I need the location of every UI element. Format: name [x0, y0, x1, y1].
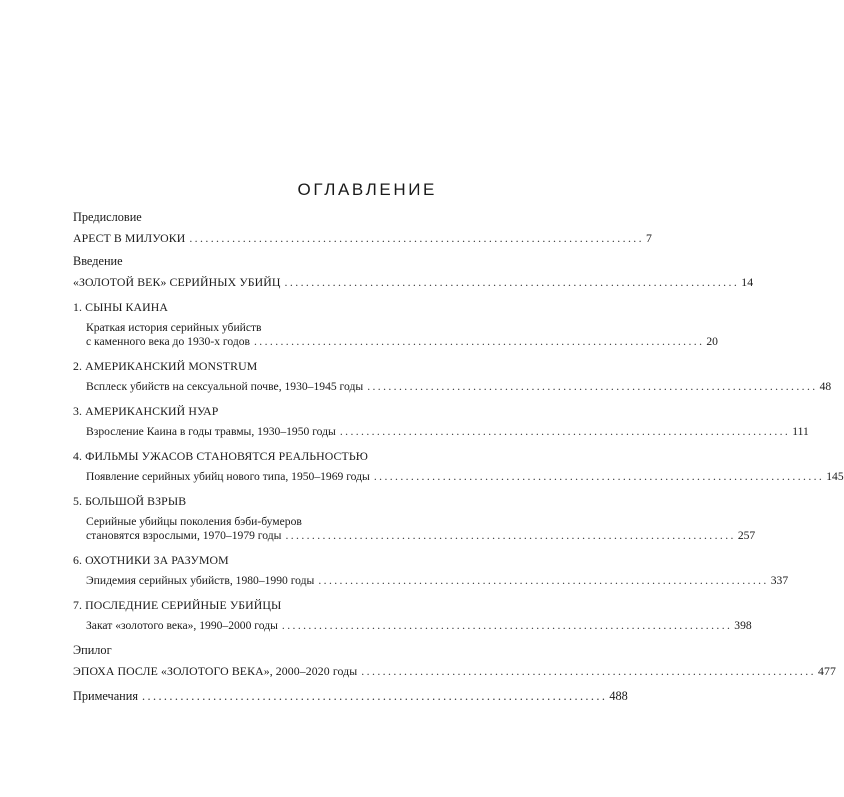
toc-subtitle: Взросление Каина в годы травмы, 1930–1950 годы	[86, 425, 336, 438]
toc-heading: 2. АМЕРИКАНСКИЙ MONSTRUM	[73, 359, 258, 373]
dot-leader: .....................................................................................	[142, 689, 608, 703]
toc-entry-chapter-6[interactable]	[73, 553, 439, 568]
dot-leader: .....................................................................................	[254, 335, 705, 348]
toc-subtitle: Появление серийных убийц нового типа, 1950–1969 годы	[86, 470, 370, 483]
toc-entry-chapter-5[interactable]	[73, 494, 439, 509]
dot-leader: .....................................................................................	[318, 574, 769, 587]
toc-page-number: 7	[646, 231, 652, 245]
toc-subtitle: становятся взрослыми, 1970–1979 годы	[86, 529, 282, 542]
toc-subtitle: Закат «золотого века», 1990–2000 годы	[86, 619, 278, 632]
dot-leader: .....................................................................................	[367, 380, 818, 393]
toc-subtitle: Всплеск убийств на сексуальной почве, 1930–1945 годы	[86, 380, 364, 393]
toc-sub-chapter-7	[86, 618, 752, 633]
toc-sub-chapter-4	[86, 469, 844, 484]
toc-page-number: 488	[609, 689, 628, 703]
toc-heading: 7. ПОСЛЕДНИЕ СЕРИЙНЫЕ УБИЙЦЫ	[73, 598, 282, 612]
toc-subtitle: Эпидемия серийных убийств, 1980–1990 годы	[86, 574, 315, 587]
toc-label-introduction	[73, 254, 439, 269]
toc-entry-chapter-1[interactable]	[73, 300, 439, 315]
toc-subtitle: с каменного века до 1930-х годов	[86, 335, 250, 348]
toc-entry-chapter-7[interactable]	[73, 598, 439, 613]
toc-sub-chapter-5	[86, 514, 439, 529]
toc-page-number: 257	[737, 529, 756, 542]
toc-label: Эпилог	[73, 643, 112, 657]
dot-leader: .....................................................................................	[284, 275, 740, 289]
toc-sub-chapter-6	[86, 573, 789, 588]
toc-label-epilogue	[73, 643, 439, 658]
toc-sub-chapter-3	[86, 424, 809, 439]
toc-page-number: 48	[819, 380, 832, 393]
dot-leader: .....................................................................................	[361, 664, 816, 678]
page-title: ОГЛАВЛЕНИЕ	[297, 180, 437, 199]
toc-entry-introduction[interactable]	[73, 275, 754, 290]
toc-heading: ЭПОХА ПОСЛЕ «ЗОЛОТОГО ВЕКА», 2000–2020 годы	[73, 664, 358, 678]
toc-entry-epilogue[interactable]	[73, 664, 836, 679]
toc-page-number: 111	[792, 425, 809, 438]
dot-leader: .....................................................................................	[339, 425, 791, 438]
toc-heading: «ЗОЛОТОЙ ВЕК» СЕРИЙНЫХ УБИЙЦ	[73, 275, 281, 289]
toc-label: Предисловие	[73, 210, 142, 224]
toc-sub-chapter-5-cont	[86, 528, 756, 543]
toc-sub-chapter-1-cont	[86, 334, 718, 349]
toc-heading: Примечания	[73, 689, 139, 703]
dot-leader: .....................................................................................	[281, 619, 733, 632]
toc-entry-chapter-4[interactable]	[73, 449, 439, 464]
toc-page-number: 14	[741, 275, 754, 289]
toc-heading: АРЕСТ В МИЛУОКИ	[73, 231, 186, 245]
dot-leader: .....................................................................................	[373, 470, 825, 483]
toc-heading: 4. ФИЛЬМЫ УЖАСОВ СТАНОВЯТСЯ РЕАЛЬНОСТЬЮ	[73, 449, 368, 463]
toc-heading: 1. СЫНЫ КАИНА	[73, 300, 168, 314]
toc-page-number: 145	[826, 470, 844, 483]
toc-sub-chapter-2	[86, 379, 832, 394]
toc-subtitle: Серийные убийцы поколения бэби-бумеров	[86, 515, 302, 528]
toc-label: Введение	[73, 254, 123, 268]
toc-heading: 6. ОХОТНИКИ ЗА РАЗУМОМ	[73, 553, 229, 567]
toc-entry-preface[interactable]	[73, 231, 652, 246]
dot-leader: .....................................................................................	[285, 529, 736, 542]
toc-page-number: 20	[706, 335, 718, 348]
toc-heading: 5. БОЛЬШОЙ ВЗРЫВ	[73, 494, 187, 508]
toc-heading: 3. АМЕРИКАНСКИЙ НУАР	[73, 404, 219, 418]
toc-page-number: 337	[770, 574, 789, 587]
toc-entry-chapter-2[interactable]	[73, 359, 439, 374]
dot-leader: .....................................................................................	[189, 231, 644, 245]
toc-page-number: 477	[817, 664, 836, 678]
toc-subtitle: Краткая история серийных убийств	[86, 321, 262, 334]
toc-label-preface	[73, 210, 439, 225]
toc-entry-chapter-3[interactable]	[73, 404, 439, 419]
toc-entry-notes[interactable]	[73, 689, 628, 704]
toc-page-number: 398	[734, 619, 752, 632]
toc-sub-chapter-1	[86, 320, 439, 335]
